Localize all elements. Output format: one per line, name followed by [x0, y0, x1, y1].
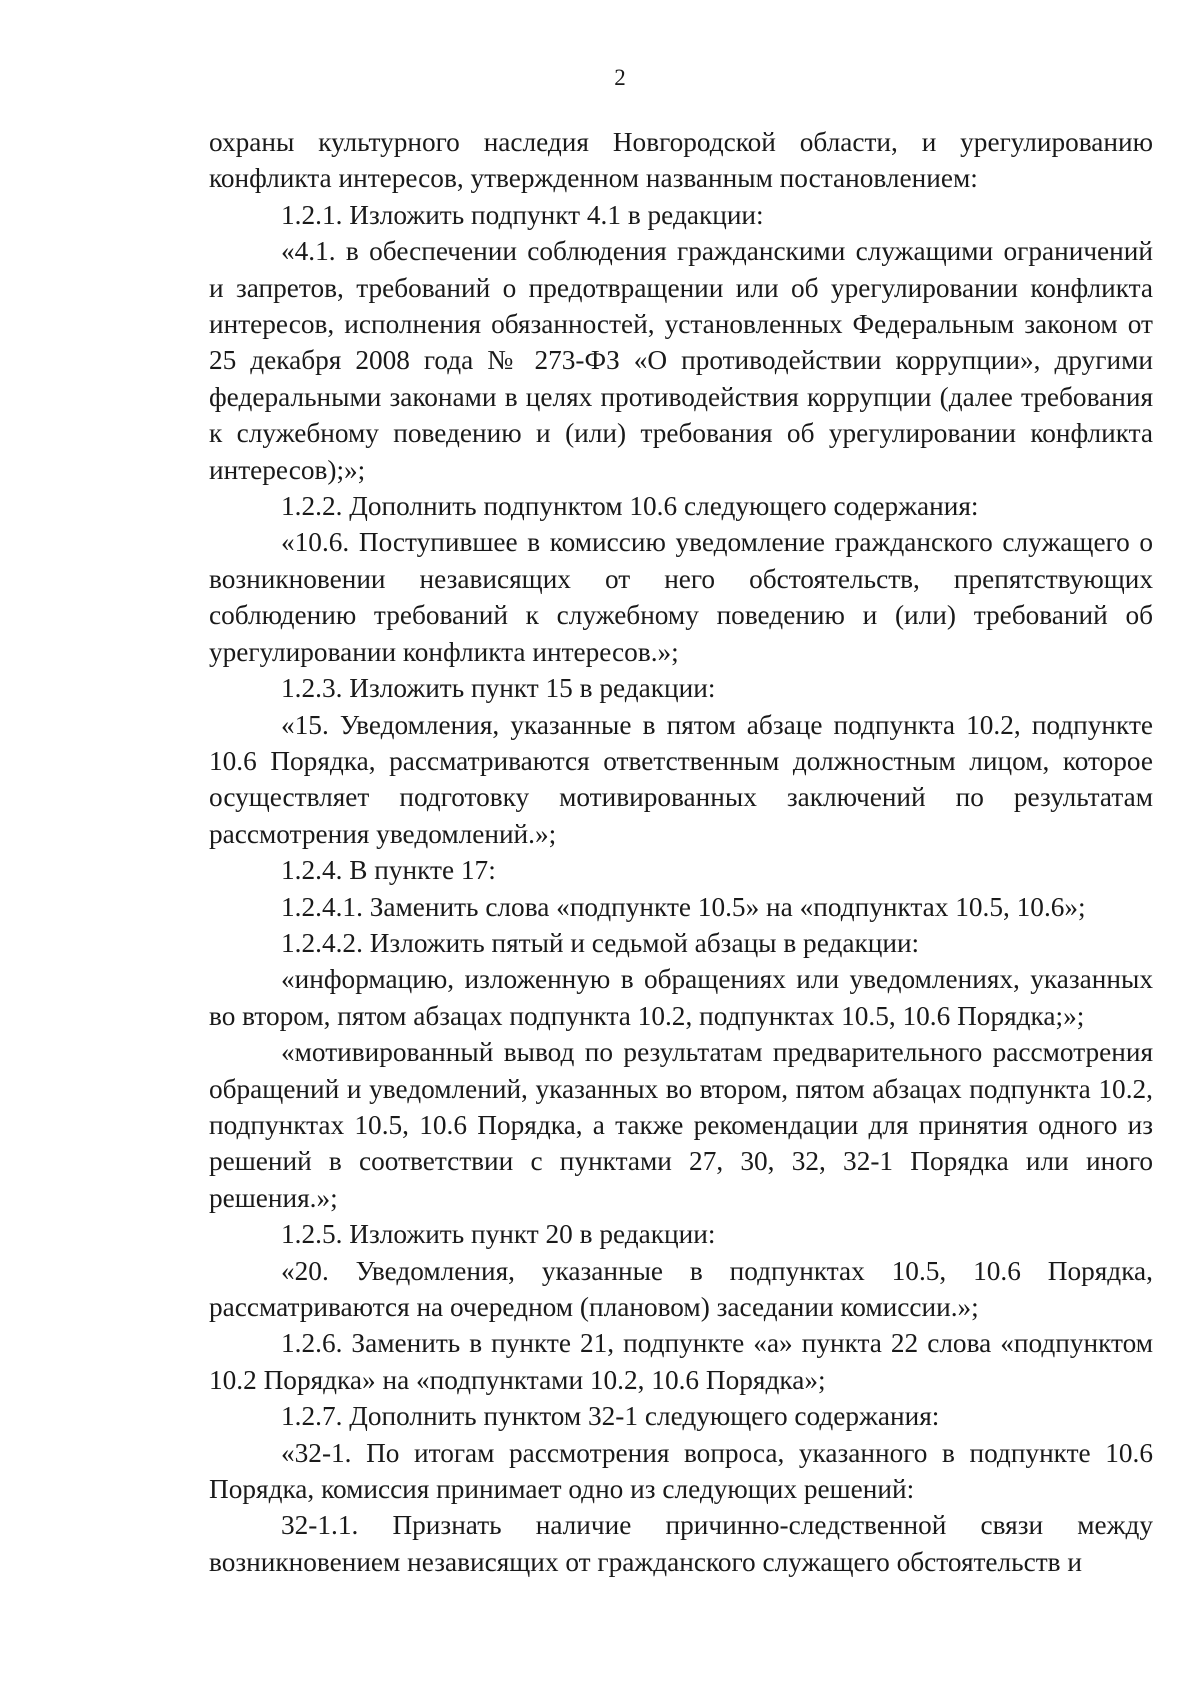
- paragraph-32-1-1: 32-1.1. Признать наличие причинно-следственной связи между возникновением независящих от гражданского служащего обстоятельств и: [209, 1510, 1153, 1577]
- paragraph-quote-4-1: «4.1. в обеспечении соблюдения гражданскими служащими ограничений и запретов, требований о предотвращении или об урегулировании конфликта интересов, исполнения обязанностей, установленных Федеральным законом от 25 декабря 2008 года № 273-ФЗ «О противодействии коррупции», другими федеральными законами в целях противодействия коррупции (далее требования к служебному поведению и (или) требования об урегулировании конфликта интересов);»;: [209, 236, 1153, 485]
- document-body: [209, 124, 1153, 1580]
- paragraph-1-2-3: 1.2.3. Изложить пункт 15 в редакции:: [281, 673, 716, 704]
- paragraph-quote-20: «20. Уведомления, указанные в подпунктах 10.5, 10.6 Порядка, рассматриваются на очередном (плановом) заседании комиссии.»;: [209, 1255, 1153, 1322]
- paragraph-intro-continuation: охраны культурного наследия Новгородской области, и урегулированию конфликта интересов, утвержденном названным постановлением:: [209, 127, 1153, 194]
- paragraph-1-2-6: 1.2.6. Заменить в пункте 21, подпункте «а» пункта 22 слова «подпунктом 10.2 Порядка» на «подпунктами 10.2, 10.6 Порядка»;: [209, 1328, 1153, 1395]
- paragraph-1-2-4-2: 1.2.4.2. Изложить пятый и седьмой абзацы в редакции:: [281, 927, 920, 958]
- paragraph-quote-15: «15. Уведомления, указанные в пятом абзаце подпункта 10.2, подпункте 10.6 Порядка, рассматриваются ответственным должностным лицом, которое осуществляет подготовку мотивированных заключений по результатам рассмотрения уведомлений.»;: [209, 709, 1153, 849]
- page-number: 2: [614, 65, 626, 90]
- paragraph-1-2-5: 1.2.5. Изложить пункт 20 в редакции:: [281, 1219, 716, 1250]
- paragraph-quote-motivated-conclusion: «мотивированный вывод по результатам предварительного рассмотрения обращений и уведомлений, указанных во втором, пятом абзацах подпункта 10.2, подпунктах 10.5, 10.6 Порядка, а также рекомендации для принятия одного из решений в соответствии с пунктами 27, 30, 32, 32-1 Порядка или иного решения.»;: [209, 1037, 1153, 1213]
- paragraph-quote-10-6: «10.6. Поступившее в комиссию уведомление гражданского служащего о возникновении независящих от него обстоятельств, препятствующих соблюдению требований к служебному поведению и (или) требований об урегулировании конфликта интересов.»;: [209, 527, 1153, 667]
- paragraph-1-2-1: 1.2.1. Изложить подпункт 4.1 в редакции:: [281, 199, 764, 230]
- paragraph-1-2-4-1: 1.2.4.1. Заменить слова «подпункте 10.5» на «подпунктах 10.5, 10.6»;: [281, 891, 1086, 922]
- paragraph-1-2-2: 1.2.2. Дополнить подпунктом 10.6 следующего содержания:: [281, 491, 979, 522]
- paragraph-1-2-4: 1.2.4. В пункте 17:: [281, 855, 496, 886]
- paragraph-1-2-7: 1.2.7. Дополнить пунктом 32-1 следующего содержания:: [281, 1401, 940, 1432]
- paragraph-quote-information: «информацию, изложенную в обращениях или уведомлениях, указанных во втором, пятом абзацах подпункта 10.2, подпунктах 10.5, 10.6 Порядка;»;: [209, 964, 1153, 1031]
- paragraph-quote-32-1: «32-1. По итогам рассмотрения вопроса, указанного в подпункте 10.6 Порядка, комиссия принимает одно из следующих решений:: [209, 1437, 1153, 1505]
